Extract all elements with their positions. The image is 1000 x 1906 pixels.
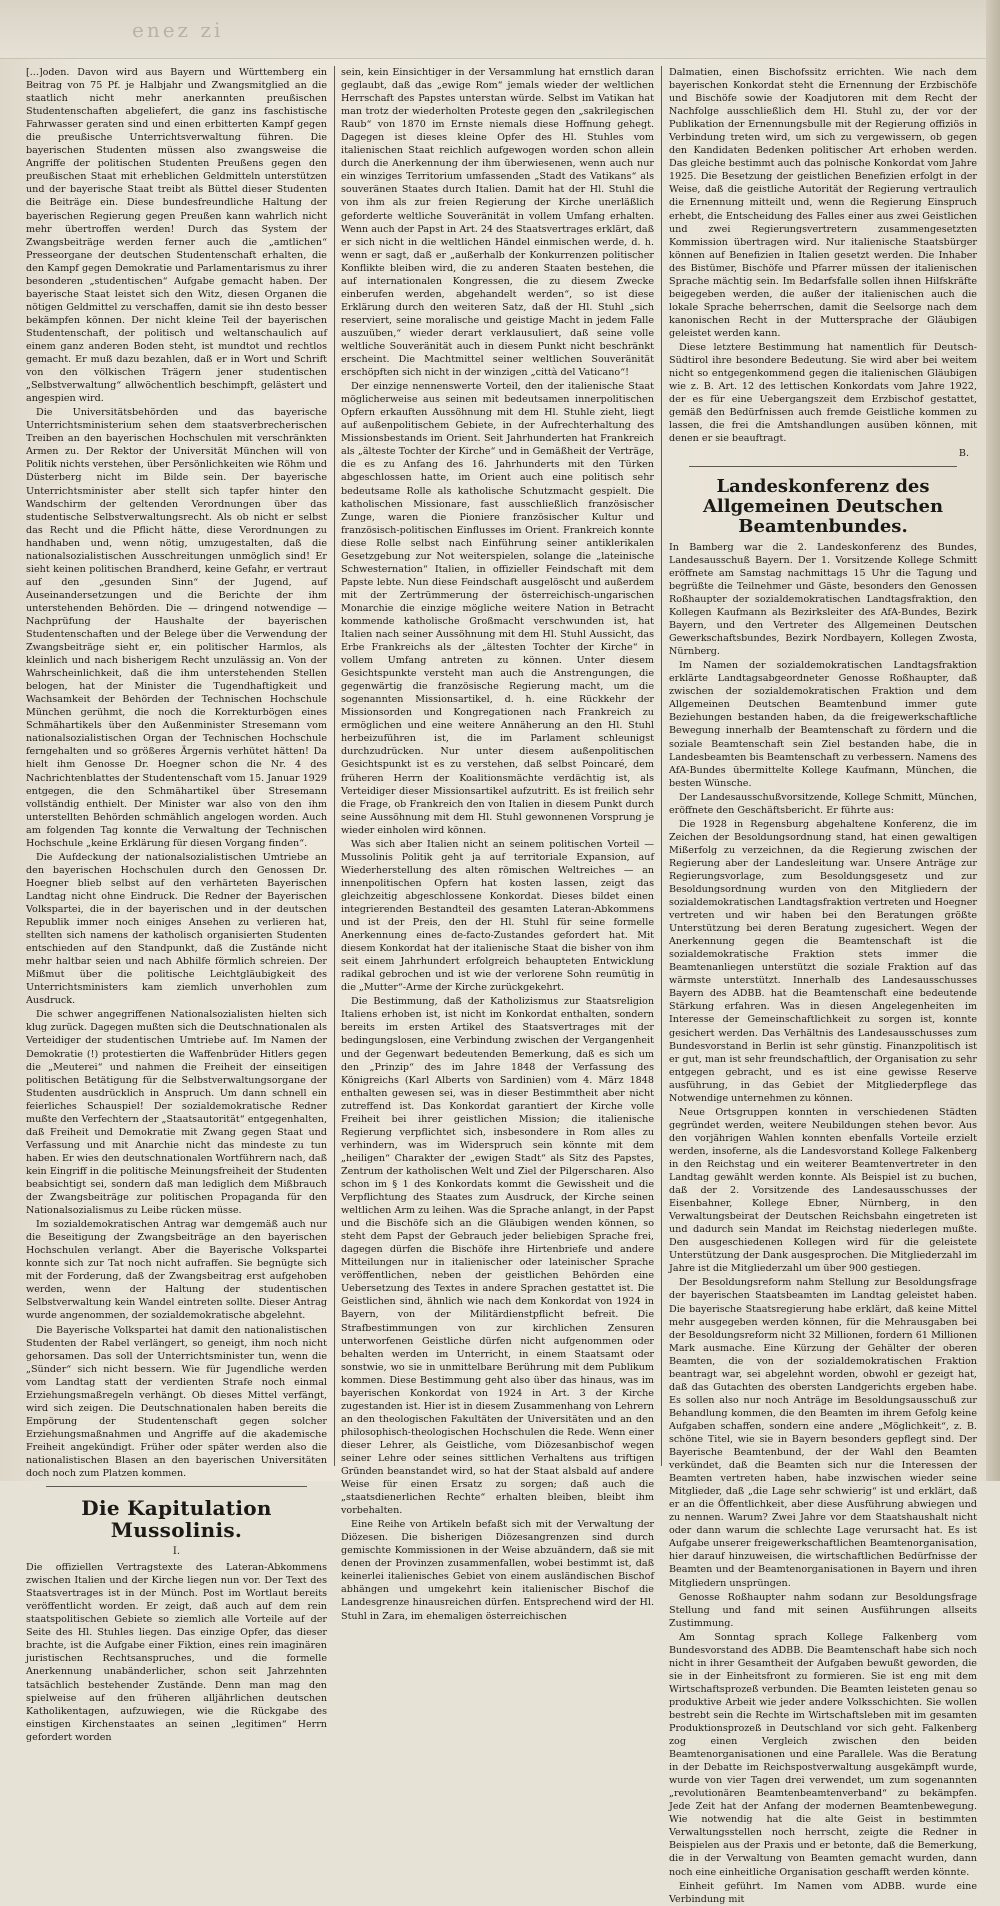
column-1 [26, 66, 327, 1743]
column-2 [341, 66, 654, 1622]
article-separator [46, 1486, 307, 1487]
paragraph: Dalmatien, einen Bischofssitz errichten. Wie nach dem bayerischen Konkordat steht die Ernennung der Erzbischöfe und Bischöfe sowie der Koadjutoren mit dem Recht der Nachfolge ausschließlich dem Hl. Stuhl zu, der vor der Publikation der Ernennungsbulle mit der Regierung offiziös in Verbindung treten wird, um sich zu vergewissern, ob gegen den Kandidaten Bedenken politischer Art erhoben werden. Das gleiche bestimmt auch das polnische Konkordat vom Jahre 1925. Die Besetzung der geistlichen Benefizien erfolgt in der Weise, daß die geistliche Autorität der Regierung vertraulich die Ernennung mitteilt und, wenn die Regierung Einspruch erhebt, die Entscheidung des Falles einer aus zwei Geistlichen und zwei Regierungsvertretern zusammengesetzten Kommission übertragen wird. Nur italienische Staatsbürger können auf Benefizien in Italien gesetzt werden. Die Inhaber des Bistümer, Bischöfe und Pfarrer müssen der italienischen Sprache mächtig sein. Im Bedarfsfalle sollen ihnen Hilfskräfte beigegeben werden, die außer der italienischen auch die lokale Sprache beherrschen, damit die Seelsorge nach dem kanonischen Recht in der Muttersprache der Gläubigen geleistet werden kann. [669, 67, 977, 339]
paragraph: Am Sonntag sprach Kollege Falkenberg vom Bundesvorstand des ADBB. Die Beamtenschaft habe sich noch nicht in ihrer Gesamtheit der Aufgaben bewußt geworden, die sie in der Einheitsfront zu formieren. Sie ist eng mit dem Wirtschaftsprozeß verbunden. Die Beamten leisteten genau so produktive Arbeit wie jeder andere Volksschichten. Sie wollen bestrebt sein die Rechte im Wirtschaftsleben mit im gesamten Produktionsprozeß in Deutschland vor sich geht. Falkenberg zog einen Vergleich zwischen den beiden Beamtenorganisationen und eine Parallele. Was die Beratung in der Debatte im Reichspostverwaltung ausgekämpft wurde, wurde von vier Tagen drei verwendet, um zum sogenannten „revolutionären Beamtenbeamtenverband“ zu bekämpfen. Jede Zeit hat der Anfang der modernen Beamtenbewegung. Wie notwendig hat die alte Geist in bestimmten Verwaltungsstellen noch herrscht, zeigte die Redner in Beispielen aus der Praxis und er betonte, daß die Bemerkung, die in der Verwaltung von Beamten gemacht wurden, dann noch eine einheitliche Organisation geschafft werden könnte. [669, 1631, 977, 1878]
column-3-article-body [669, 66, 977, 445]
paragraph: Einheit geführt. Im Namen vom ADBB. wurde eine Verbindung mit [669, 1880, 977, 1905]
paragraph: Die Universitätsbehörden und das bayerische Unterrichtsministerium sehen dem staatsverbrecherischen Treiben an den bayerischen Hochschulen mit verschränkten Armen zu. Der Rektor der Universität München will von Politik nichts verstehen, über Persönlichkeiten wie Röhm und Düsterberg nicht im Bilde sein. Der bayerische Unterrichtsminister aber stellt sich tapfer hinter den Wandschirm der geltenden Verordnungen über das studentische Selbstverwaltungsrecht. Als ob nicht er selbst das Recht und die Pflicht hätte, diese Verordnungen zu handhaben und, wenn nötig, umzugestalten, daß die nationalsozialistischen Ausschreitungen unmöglich sind! Er sieht keinen politischen Brandherd, keine Gefahr, er vertraut auf den „gesunden Sinn“ der Jugend, auf Auseinandersetzungen und die Berichte der ihm unterstehenden Behörden. Die — dringend notwendige — Nachprüfung der Haushalte der bayerischen Studentenschaften und der Belege über die Verwendung der Zwangsbeiträge sieht er, ein politischer Harmlos, als kleinlich und nach bisherigem Recht unzulässig an. Von der Wahrscheinlichkeit, daß die ihm unterstehenden Stellen belogen, hat der Minister die Tugendhaftigkeit und Wachsamkeit der Behörden der Technischen Hochschule München gerühmt, die noch die Korrekturbögen eines Schmähartikels über den Außenminister Stresemann vom nationalsozialistischen Organ der Technischen Hochschule ferngehalten und so größeres Ärgernis verhütet hätten! Da hielt ihm Genosse Dr. Hoegner schon die Nr. 4 des Nachrichtenblattes der Studentenschaft vom 15. Januar 1929 entgegen, die den Schmähartikel über Stresemann vollständig enthielt. Der Minister war also von den ihm unterstellten Behörden schmählich angelogen worden. Auch am folgenden Tag konnte die Verwaltung der Technischen Hochschule „keine Erklärung für diesen Vorgang finden“. [26, 407, 327, 849]
page-edge [986, 0, 1000, 1481]
paragraph: Die Aufdeckung der nationalsozialistischen Umtriebe an den bayerischen Hochschulen durch den Genossen Dr. Hoegner blieb selbst auf den verhärteten Bayerischen Landtag nicht ohne Eindruck. Die Redner der Bayerischen Volkspartei, die in der bayerischen und in der deutschen Republik immer noch einiges Ansehen zu verlieren hat, stellten sich namens der katholisch organisierten Studenten entschieden auf den Standpunkt, daß die Zustände nicht mehr haltbar seien und nach Abhilfe förmlich schreien. Der Mißmut über die politische Leichtgläubigkeit des Unterrichtsministers kam ziemlich unverhohlen zum Ausdruck. [26, 851, 327, 1007]
page-header-strip [0, 0, 1000, 59]
paragraph: Die 1928 in Regensburg abgehaltene Konferenz, die im Zeichen der Besoldungsordnung stand, hat einen gewaltigen Mißerfolg zu verzeichnen, da die Regierung zwischen der Regierung aber der Landesleitung war. Unsere Anträge zur Regierungsvorlage, zum Besoldungsgesetz und zur Besoldungsordnung wurden von den Mitgliedern der sozialdemokratischen Landtagsfraktion vertreten und Hoegner vertreten und wir haben bei den Beratungen größte Unterstützung bei deren Beratung zugesichert. Wegen der Anerkennung gegen die Beamtenschaft ist die sozialdemokratische Fraktion stets immer die Beamtenanliegen unterstützt die soziale Fraktion auf das wärmste unterstützt. Innerhalb des Landesausschusses Bayern des ADBB. hat die Beamtenschaft eine bedeutende Stärkung erfahren. Was in diesen Angelegenheiten im Interesse der Gemeinschaftlichkeit zu sorgen ist, konnte gesichert werden. Das Verhältnis des Landesausschusses zum Bundesvorstand in Berlin ist sehr günstig. Finanzpolitisch ist er gut, man ist sehr freundschaftlich, der Organisation zu sehr entgegen gebracht, und es ist eine gewisse Reserve ausführung, in das Gebiet der Mitgliederpflege das Notwendige unternehmen zu können. [669, 818, 977, 1104]
column-rule-2 [661, 66, 662, 1466]
paragraph: Diese letztere Bestimmung hat namentlich für Deutsch-Südtirol ihre besondere Bedeutung. Sie wird aber bei weitem nicht so entgegenkommend gegen die italienischen Gläubigen wie z. B. Art. 12 des lettischen Konkordats vom Jahre 1922, der es für eine Uebergangszeit dem Erzbischof gestattet, gemäß den Bedürfnissen auch fremde Geistliche kommen zu lassen, die frei die Amtshandlungen ausüben können, mit denen er sie beauftragt. [669, 341, 977, 445]
paragraph: Genosse Roßhaupter nahm sodann zur Besoldungsfrage Stellung und fand mit seinen Ausführungen allseits Zustimmung. [669, 1591, 977, 1629]
paragraph: Die Bayerische Volkspartei hat damit den nationalistischen Studenten der Rabel verlängert, so geneigt, ihm noch nicht gehorsamen. Das soll der Unterrichtsminister tun, wenn die „Sünder“ sich nicht bessern. Wie für Jugendliche werden vom Landtag statt der verdienten Strafe noch einmal Erziehungsmaßregeln verhängt. Ob dieses Mittel verfängt, wird sich zeigen. Die Deutschnationalen haben bereits die Empörung der Studentenschaft gegen solcher Erziehungsmaßnahmen und Angriffe auf die akademische Freiheit angekündigt. Früher oder später werden also die nationalistischen Blasen an den bayerischen Universitäten doch noch zum Platzen kommen. [26, 1324, 327, 1480]
header-mark: enez zi [132, 18, 224, 42]
paragraph: Was sich aber Italien nicht an seinem politischen Vorteil — Mussolinis Politik geht ja auf territoriale Expansion, auf Wiederherstellung des alten römischen Weltreiches — an innenpolitischen Opfern hat kosten lassen, zeigt das gleichzeitig abgeschlossene Konkordat. Dieses bildet einen integrierenden Bestandteil des gesamten Lateran-Abkommens und ist der Preis, den der Hl. Stuhl für seine formelle Anerkennung eines de-facto-Zustandes gefordert hat. Mit diesem Konkordat hat der italienische Staat die bisher von ihm seit einem Jahrhundert erfolgreich behaupteten Entwicklung radikal gebrochen und ist wie der verlorene Sohn reumütig in die „Mutter“-Arme der Kirche zurückgekehrt. [341, 838, 654, 994]
section-number: I. [172, 1546, 181, 1558]
paragraph: [...]oden. Davon wird aus Bayern und Württemberg ein Beitrag von 75 Pf. je Halbjahr und Zwangsmitglied an die staatlich nicht mehr anerkannten preußischen Studentenschaften abgeliefert, die ganz ins faschistische Fahrwasser geraten sind und einen erbitterten Kampf gegen die preußische Unterrichtsverwaltung führen. Die bayerischen Studenten müssen also zwangsweise die Angriffe der politischen Studenten Preußens gegen den preußischen Staat mit erheblichen Geldmitteln unterstützen und der bayerische Staat treibt als Büttel dieser Studenten die Beiträge ein. Diese bundesfreundliche Haltung der bayerischen Regierung gegen Preußen kann wahrlich nicht mehr übertroffen werden! Durch das System der Zwangsbeiträge werden ferner auch die „amtlichen“ Presseorgane der deutschen Studentenschaft erhalten, die den Kampf gegen Demokratie und Parlamentarismus zu ihrer besonderen „studentischen“ Aufgabe gemacht haben. Der bayerische Staat leistet sich den Witz, diesen Organen die nötigen Geldmittel zu verschaffen, damit sie ihn desto besser bekämpfen können. Der nicht kleine Teil der bayerischen Studentenschaft, der politisch und weltanschaulich auf einem ganz anderen Boden steht, ist mundtot und rechtlos gemacht. Er muß dazu bezahlen, daß er in Wort und Schrift von den völkischen Trägern jener studentischen „Selbstverwaltung“ allwöchentlich beschimpft, gelästert und angespien wird. [26, 67, 327, 405]
headline-mussolini: Die Kapitulation Mussolinis. [81, 1496, 272, 1543]
column-3 [669, 66, 977, 1905]
paragraph: Neue Ortsgruppen konnten in verschiedenen Städten gegründet werden, weitere Neubildungen stehen bevor. Aus den vorjährigen Wahlen konnten ebenfalls Vorteile erzielt werden, insoferne, als die Landesvorstand Kollege Falkenberg in den Reichstag und ein weiterer Beamtenvertreter in den Landtag gewählt werden konnte. Als Beispiel ist zu buchen, daß der 2. Vorsitzende des Landesausschusses der Eisenbahner, Kollege Ebner, Nürnberg, in den Verwaltungsbeirat der Deutschen Reichsbahn eingetreten ist und dadurch sein Mandat im Reichstag niederlegen mußte. Den ausgeschiedenen Kollegen wird für die geleistete Unterstützung der Dank ausgesprochen. Die Mitgliederzahl im Jahre ist die Mitgliederzahl um über 900 gestiegen. [669, 1106, 977, 1275]
paragraph: Die offiziellen Vertragstexte des Lateran-Abkommens zwischen Italien und der Kirche liegen nun vor. Der Text des Staatsvertrages ist in der Münch. Post im Wortlaut bereits veröffentlicht worden. Er zeigt, daß auch auf dem rein staatspolitischen Gebiete so ziemlich alle Vorteile auf der Seite des Hl. Stuhles liegen. Das einzige Opfer, das dieser brachte, ist die Aufgabe einer Fiktion, eines rein imaginären juristischen Rechtsanspruches, und die formelle Anerkennung unabänderlicher, schon seit Jahrzehnten tatsächlich bestehender Zustände. Denn man mag den spielweise auf den früheren alljährlichen deutschen Katholikentagen, aufzuwiegen, wie die Rückgabe des einstigen Kirchenstaates an seinen „legitimen“ Herrn gefordert worden [26, 1562, 327, 1743]
paragraph: Im Namen der sozialdemokratischen Landtagsfraktion erklärte Landtagsabgeordneter Genosse Roßhaupter, daß zwischen der sozialdemokratischen Fraktion und dem Allgemeinen Deutschen Beamtenbund immer gute Beziehungen bestanden haben, da die freigewerkschaftliche Bewegung innerhalb der Beamtenschaft zu fördern und die soziale Beamtenschaft sein Ziel bestanden habe, die in Landesbeamten bis Beamtenschaft zu verbessern. Namens des AfA-Bundes übermittelte Kollege Kaufmann, München, die besten Wünsche. [669, 660, 977, 789]
paragraph: Im sozialdemokratischen Antrag war demgemäß auch nur die Beseitigung der Zwangsbeiträge an den bayerischen Hochschulen verlangt. Aber die Bayerische Volkspartei konnte sich zur Tat noch nicht aufraffen. Sie begnügte sich mit der Forderung, daß der Zwangsbeitrag erst aufgehoben werden, wenn der Haltung der studentischen Selbstverwaltung kein Wandel eintreten sollte. Dieser Antrag wurde angenommen, der sozialdemokratische abgelehnt. [26, 1219, 327, 1322]
paragraph: Der einzige nennenswerte Vorteil, den der italienische Staat möglicherweise aus seinen mit bedeutsamen innerpolitischen Opfern erkauften Aussöhnung mit dem Hl. Stuhle zieht, liegt auf außenpolitischem Gebiete, in der Aufrechterhaltung des Missionsbestands im Orient. Seit Jahrhunderten hat Frankreich als „älteste Tochter der Kirche“ und in Gemäßheit der Verträge, die es zu Anfang des 16. Jahrhunderts mit den Türken abgeschlossen hatte, im Orient auch eine politisch sehr bedeutsame Rolle als katholische Schutzmacht gespielt. Die katholischen Missionare, fast ausschließlich französischer Zunge, waren die Pioniere französischer Kultur und französisch-politischen Einflusses im Orient. Frankreich konnte diese Rolle selbst nach Einführung seiner antiklerikalen Gesetzgebung zur Not weiterspielen, solange die „lateinische Schwesternation“ Italien, in offizieller Feindschaft mit dem Papste lebte. Nun diese Feindschaft ausgelöscht und außerdem mit der Zertrümmerung der österreichisch-ungarischen Monarchie die einzige mögliche weitere Nation in Betracht kommende katholische Großmacht verschwunden ist, hat Italien nach seiner Aussöhnung mit dem Hl. Stuhl Aussicht, das Erbe Frankreichs als der „ältesten Tochter der Kirche“ in vollem Umfang antreten zu können. Unter diesem Gesichtspunkte versteht man auch die Anstrengungen, die gegenwärtig die französische Regierung macht, um die sogenannten Missionsartikel, d. h. eine Rückkehr der Missionsorden und Kongregationen nach Frankreich zu ermöglichen und eine weitere Annäherung an den Hl. Stuhl herbeizuführen ist, die im Parlament schleunigst durchzudrücken. Nur unter diesem außenpolitischen Gesichtspunkt ist es zu verstehen, daß selbst Poincaré, dem früheren Herrn der Koalitionsmächte verdächtig ist, als Verteidiger dieser Missionsartikel aufzutritt. Es ist freilich sehr die Frage, ob Frankreich den von Italien in diesem Punkt durch seine Aussöhnung mit dem Hl. Stuhl gewonnenen Vorsprung je wieder einholen wird können. [341, 381, 654, 836]
column-1-article-body [26, 66, 327, 1480]
column-2-article-body [341, 66, 654, 1623]
paragraph: Die Bestimmung, daß der Katholizismus zur Staatsreligion Italiens erhoben ist, ist nicht im Konkordat enthalten, sondern bereits im ersten Artikel des Staatsvertrages mit der bedingungslosen, eine Verbindung zwischen der Vergangenheit und der Gegenwart bedeutenden Bemerkung, daß es sich um den „Prinzip“ des im Jahre 1848 der Verfassung des Königreichs (Karl Alberts von Sardinien) vom 4. März 1848 enthalten gewesen sei, was in dieser Bestimmtheit aber nicht zutreffend ist. Das Konkordat garantiert der Kirche volle Freiheit bei ihrer geistlichen Mission; die italienische Regierung verpflichtet sich, insbesondere in Rom alles zu verhindern, was im Widerspruch sein könnte mit dem „heiligen“ Charakter der „ewigen Stadt“ als Sitz des Papstes, Zentrum der katholischen Welt und Ziel der Pilgerscharen. Also schon im § 1 des Konkordats kommt die Gewissheit und die Verpflichtung des Staates zum Ausdruck, der Kirche seinen weltlichen Arm zu leihen. Was die Sprache anlangt, in der Papst und die Bischöfe sich an die Gläubigen wenden können, so steht dem Papst der Gebrauch jeder beliebigen Sprache frei, dagegen dürfen die Bischöfe ihre Hirtenbriefe und andere Mitteilungen nur in italienischer oder lateinischer Sprache veröffentlichen, neben der geistlichen Behörden eine Uebersetzung des Textes in andere Sprachen gestattet ist. Die Geistlichen sind, ähnlich wie nach dem Konkordat von 1924 in Bayern, von der Militärdienstpflicht befreit. Die Strafbestimmungen von zur kirchlichen Zensuren unterworfenen Geistliche dürfen nicht aufgenommen oder behalten werden im Unterricht, in einem Staatsamt oder sonstwie, wo sie in unmittelbare Berührung mit dem Publikum kommen. Diese Bestimmung geht also über das hinaus, was im bayerischen Konkordat von 1924 in Art. 3 der Kirche zugestanden ist. Hier ist in diesem Zusammenhang von Lehrern an den theologischen Fakultäten der Universitäten und an den philosophisch-theologischen Hochschulen die Rede. Wenn einer dieser Lehrer, als Geistliche, vom Diözesanbischof wegen seiner Lehre oder seines sittlichen Verhaltens aus triftigen Gründen beanstandet wird, so hat der Staat alsbald auf andere Weise für einen Ersatz zu sorgen; daß auch die „staatsdienerlichen Rechte“ erhalten bleiben, bleibt ihm vorbehalten. [341, 996, 654, 1517]
paragraph: Eine Reihe von Artikeln befaßt sich mit der Verwaltung der Diözesen. Die bisherigen Diözesangrenzen sind durch gemischte Kommissionen in der Weise abzuändern, daß sie mit denen der Provinzen zusammenfallen, wobei bestimmt ist, daß keinerlei italienisches Gebiet von einem ausländischen Bischof abhängen und umgekehrt kein italienischer Bischof die Landesgrenze hinausreichen dürfen. Entsprechend wird der Hl. Stuhl in Zara, im ehemaligen österreichischen [341, 1519, 654, 1622]
headline-beamtenbund: Landeskonferenz des Allgemeinen Deutschen Beamtenbundes. [702, 476, 944, 537]
article-separator [689, 466, 957, 467]
column-1-second-article [26, 1561, 327, 1744]
author-signature: B. [958, 448, 969, 460]
paragraph: Der Besoldungsreform nahm Stellung zur Besoldungsfrage der bayerischen Staatsbeamten im Landtag geleistet haben. Die bayerische Staatsregierung habe erklärt, daß keine Mittel mehr ausgegeben werden können, für die Mehrausgaben bei der Besoldungsreform nicht 32 Millionen, fordern 61 Millionen Mark ausmache. Eine Kürzung der Gehälter der oberen Beamten, die von der sozialdemokratischen Fraktion beantragt war, sei abgelehnt worden, obwohl er gezeigt hat, daß das Gutachten des obersten Landgerichts ergeben habe. Es sollen also nur noch Anträge im Besoldungsausschuß zur Behandlung kommen, die den Beamten im ihrem Gefolg keine Aufgaben schaffen, sondern eine andere „Möglichkeit“, z. B. schöne Titel, wie sie in Bayern besonders gepflegt sind. Der Bayerische Beamtenbund, der der Wahl den Beamten verkündet, daß die Beamten sich nur die Interessen der Beamten vertreten haben, habe inzwischen wieder seine Mitglieder, daß „die Lage sehr schwierig“ ist und erklärt, daß er an die Öffentlichkeit, aber diese Ausführung abwiegen und zu nennen. Warum? Zwei Jahre vor dem Staatshaushalt nicht oder dann warum die schlechte Lage verursacht hat. Es ist Aufgabe unserer freigewerkschaftlichen Beamtenorganisation, hier darauf hinzuweisen, die wirtschaftlichen Bedürfnisse der Beamten und der Beamtenorganisationen in Bayern und ihren Mitgliedern unsprüngen. [669, 1277, 977, 1589]
column-3-second-article [669, 541, 977, 1906]
paragraph: In Bamberg war die 2. Landeskonferenz des Bundes, Landesausschuß Bayern. Der 1. Vorsitzende Kollege Schmitt eröffnete am Samstag nachmittags 15 Uhr die Tagung und begrüßte die Teilnehmer und Gäste, besonders den Genossen Roßhaupter der sozialdemokratischen Landtagsfraktion, den Kollegen Kaufmann als Bezirksleiter des AfA-Bundes, Bezirk Bayern, und den Vertreter des Allgemeinen Deutschen Gewerkschaftsbundes, Bezirk Nordbayern, Kollegen Zwosta, Nürnberg. [669, 541, 977, 658]
paragraph: Die schwer angegriffenen Nationalsozialisten hielten sich klug zurück. Dagegen mußten sich die Deutschnationalen als Verteidiger der studentischen Umtriebe auf. Im Namen der Demokratie (!) protestierten die Waffenbrüder Hitlers gegen die „Meuterei“ und nahmen die Freiheit der einseitigen politischen Betätigung für die Selbstverwaltungsorgane der Studenten ausdrücklich in Anspruch. Um dann schnell ein feierliches Schauspiel! Der sozialdemokratische Redner mußte den Verfechtern der „Staatsautorität“ entgegenhalten, daß Freiheit und Demokratie mit Zwang gegen Staat und Verfassung und mit Anarchie nicht das mindeste zu tun haben. Er wies den deutschnationalen Wortführern nach, daß kein Eingriff in die politische Meinungsfreiheit der Studenten beabsichtigt sei, sondern daß man lediglich dem Mißbrauch der Zwangsbeiträge zur politischen Propaganda für den Nationalsozialismus zu Leibe rücken müsse. [26, 1009, 327, 1217]
paragraph: Der Landesausschußvorsitzende, Kollege Schmitt, München, eröffnete den Geschäftsbericht. Er führte aus: [669, 791, 977, 816]
column-rule-1 [334, 66, 335, 1466]
paragraph: sein, kein Einsichtiger in der Versammlung hat ernstlich daran geglaubt, daß das „ewige Rom“ jemals wieder der weltlichen Herrschaft des Papstes unterstan würde. Selbst im Vatikan hat man trotz der wiederholten Proteste gegen den „sakrilegischen Raub“ von 1870 im Ernste niemals diese Hoffnung gehegt. Dagegen ist dieses kleine Opfer des Hl. Stuhles vom italienischen Staat reichlich aufgewogen worden schon allein durch die Anerkennung der ihm überwiesenen, wenn auch nur ein winziges Territorium umfassenden „Stadt des Vatikans“ als souveränen Staates durch Italien. Damit hat der Hl. Stuhl die von ihm als zur freien Regierung der Kirche unerläßlich geforderte weltliche Souveränität in vollem Umfang erhalten. Wenn auch der Papst in Art. 24 des Staatsvertrages erklärt, daß er sich nicht in die weltlichen Händel einmischen werde, d. h. wenn er sagt, daß er „außerhalb der Konkurrenzen politischer Konflikte bleiben wird, die zu anderen Staaten bestehen, die auf internationalen Kongressen, die zu diesem Zwecke einberufen werden, abgehandelt werden“, so ist diese Erklärung durch den weiteren Satz, daß der Hl. Stuhl „sich reserviert, seine moralische und geistige Macht in jedem Falle auszuüben,“ wieder derart verklausuliert, daß seine volle weltliche Souveränität auch in diesem Punkt nicht beschränkt erscheint. Die Machtmittel seiner weltlichen Souveränität erschöpften sich nicht in der winzigen „città del Vaticano“! [341, 67, 654, 379]
